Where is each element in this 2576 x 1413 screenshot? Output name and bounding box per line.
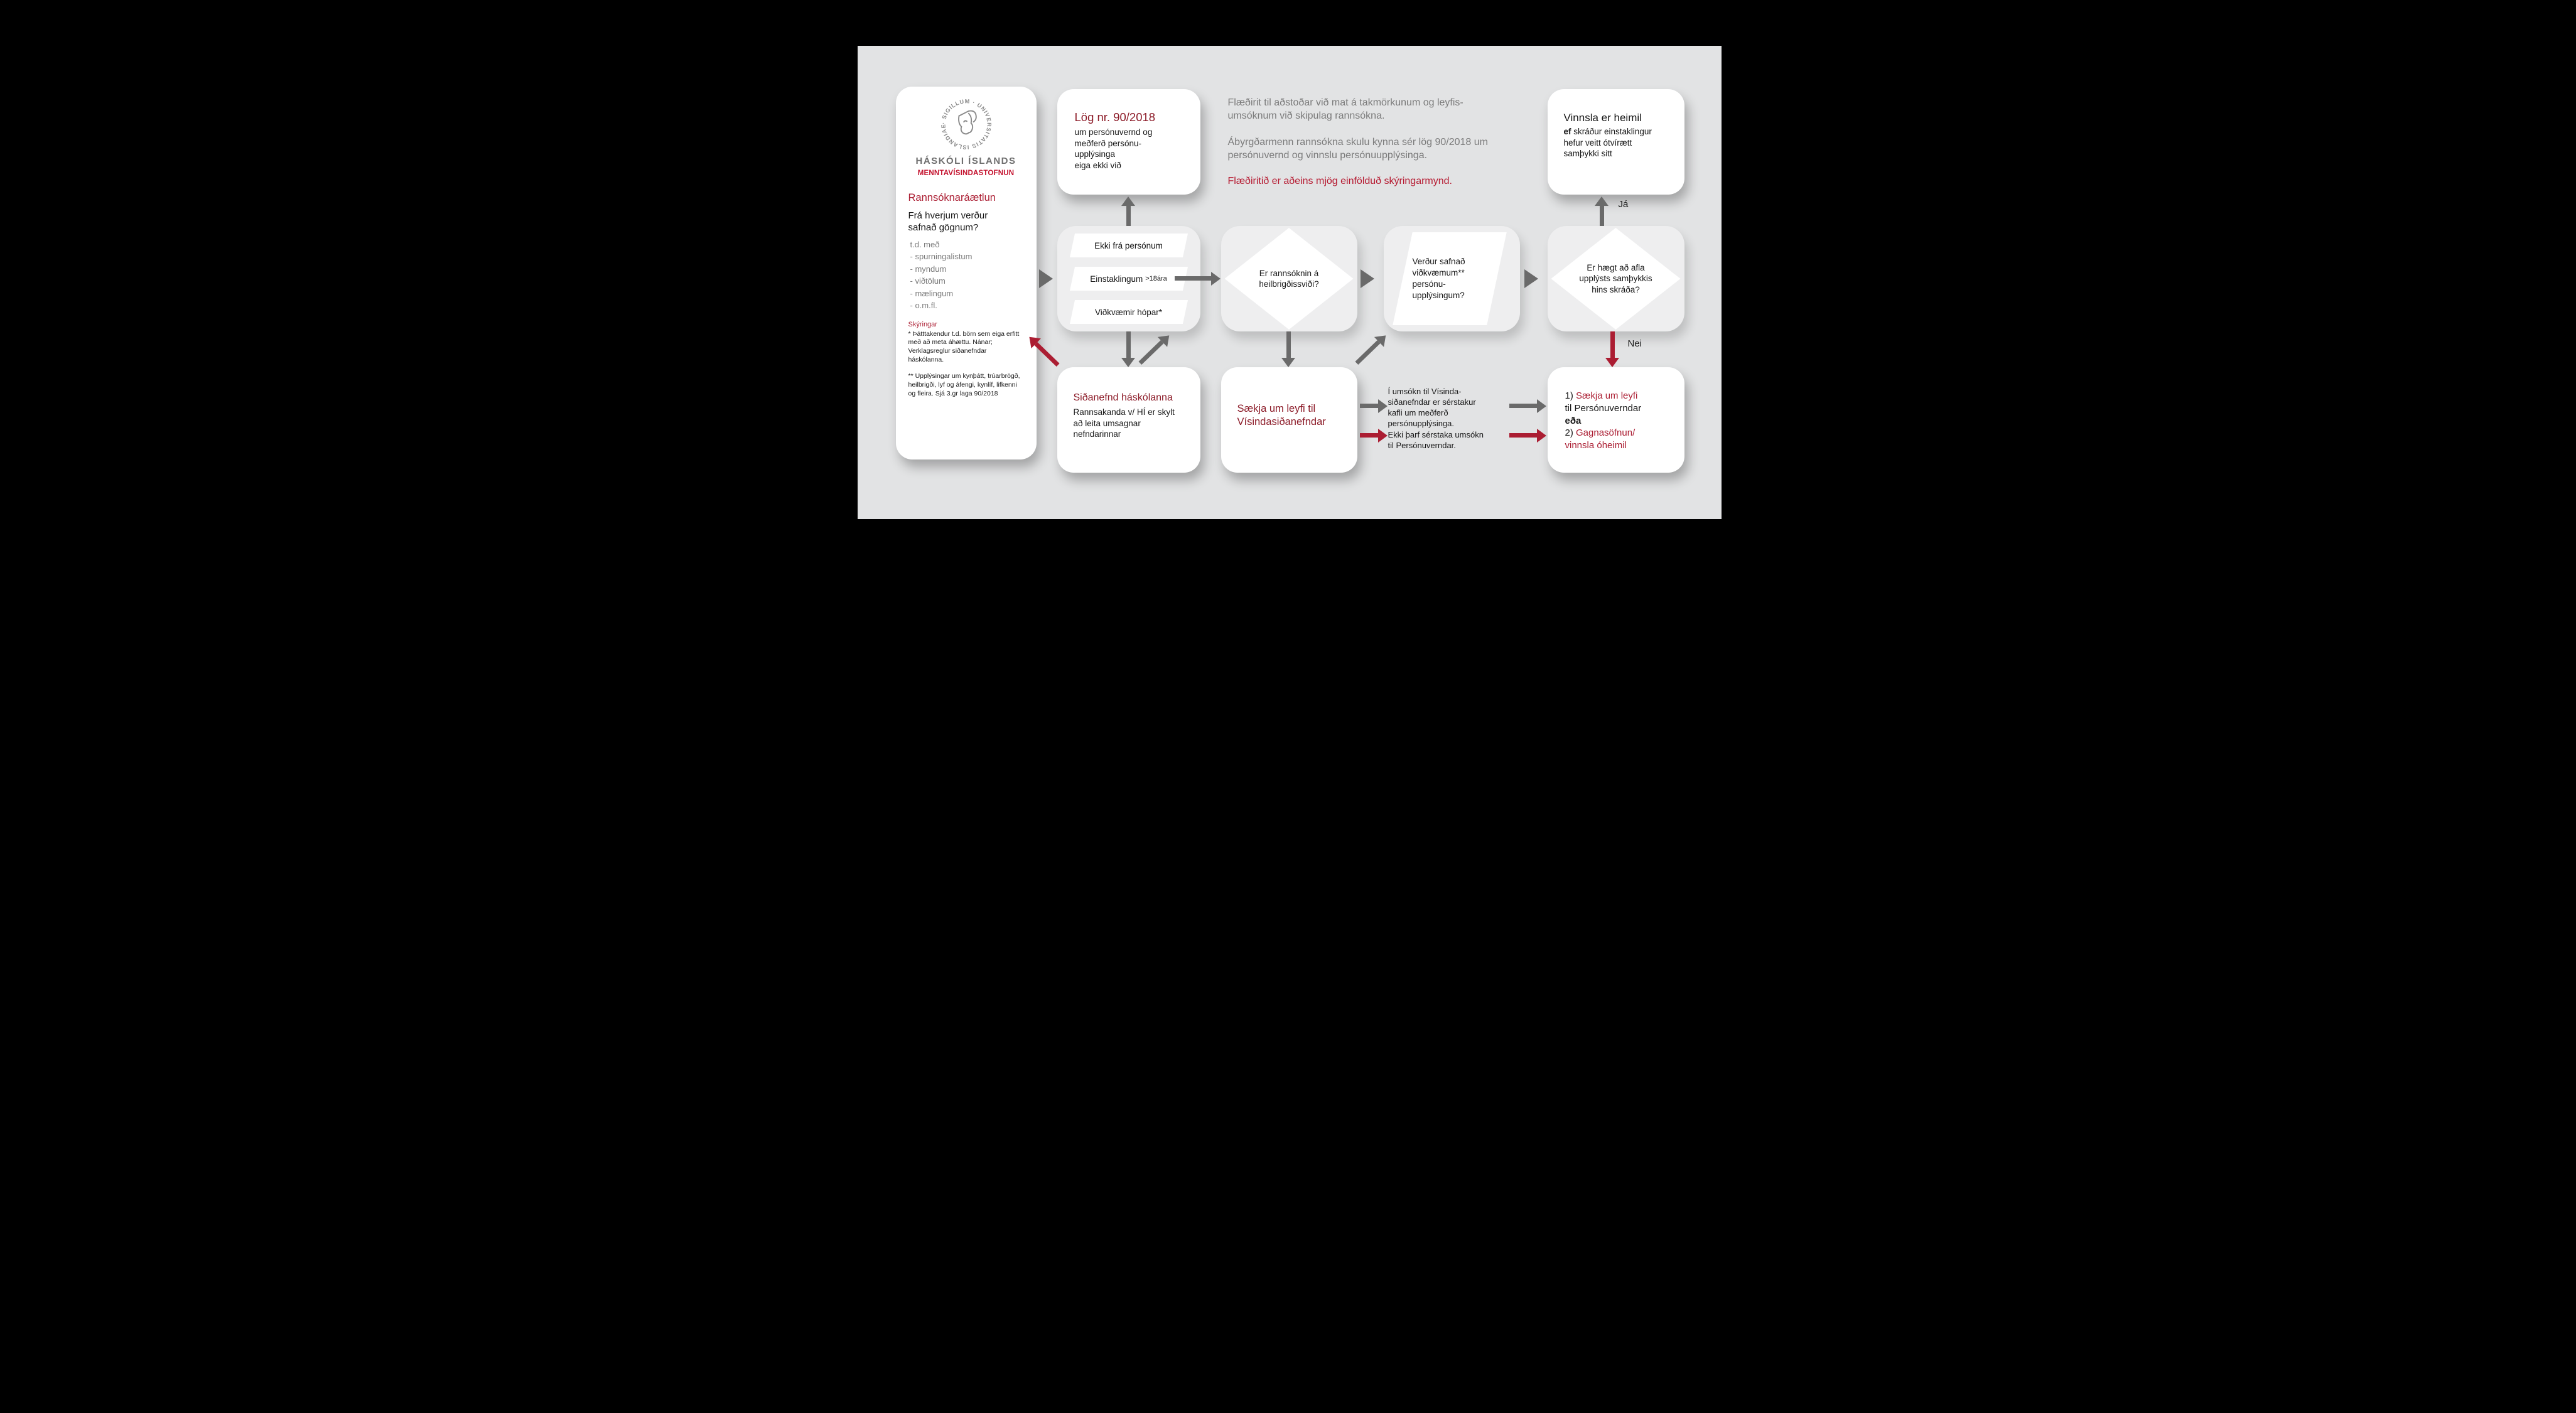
application-note: [1388, 386, 1520, 451]
outcome-line-4: vinnsla óheimil: [1565, 440, 1627, 451]
informed-consent-decision: [1548, 226, 1684, 331]
note-line: persónupplýsinga.: [1388, 419, 1455, 429]
arrow-sources-to-health-icon: [1175, 276, 1211, 281]
bold-ef: ef: [1563, 127, 1571, 136]
parallelogram-shape: [1403, 232, 1497, 325]
note-line: kafli um meðferð: [1388, 408, 1448, 418]
outcome-collection: Gagnasöfnun/: [1576, 427, 1636, 439]
law-box-line: eiga ekki við: [1074, 160, 1121, 170]
source-option-label: Ekki frá persónum: [1094, 240, 1163, 250]
footnote-2: ** Upplýsingar um kynþátt, trúarbrögð, heilbrigði, lyf og áfengi, kynlíf, lifkenni og fleira. Sjá 3.gr laga 90/2018: [908, 372, 1020, 397]
ethics-committee-title: Siðanefnd háskólanna: [1073, 392, 1173, 403]
adults-label: Einstaklingum: [1090, 274, 1143, 284]
health-field-question: [1221, 226, 1357, 331]
question-line: Er hægt að afla: [1587, 263, 1645, 273]
source-option-not-from-persons: [1072, 234, 1185, 257]
arrow-ethics-to-panel-icon: [1034, 342, 1059, 367]
arrow-sources-to-ethics-icon: [1126, 331, 1131, 358]
age-qualifier: >18ára: [1145, 275, 1167, 282]
arrow-note-to-outcome-gray-icon: [1509, 404, 1537, 408]
institute-name: MENNTAVÍSINDASTOFNUN: [917, 169, 1015, 177]
note-line: til Persónuverndar.: [1388, 440, 1456, 450]
note-line: Í umsókn til Vísinda-: [1388, 387, 1462, 396]
arrow-ethics-to-health-icon: [1138, 340, 1163, 365]
footnote-1: * Þátttakendur t.d. börn sem eiga erfitt með að meta áhættu. Nánar; Verklagsreglur siðanefndar háskólanna.: [908, 330, 1020, 364]
list-item: - viðtölum: [910, 276, 946, 286]
panel-question: Frá hverjum verður safnað gögnum?: [908, 210, 988, 233]
university-ethics-committee-box: [1057, 367, 1200, 473]
outcome-box: [1548, 367, 1684, 473]
label-no: Nei: [1627, 338, 1642, 349]
list-item: - o.m.fl.: [910, 301, 937, 310]
arrow-consent-no-icon: [1610, 331, 1615, 358]
athena-profile-glyph: [959, 111, 976, 134]
arrow-apply-to-sensitive-icon: [1355, 340, 1380, 365]
question-line: persónu-: [1412, 279, 1446, 289]
outcome-number: 2): [1565, 427, 1576, 439]
intro-text-block: [1228, 96, 1502, 200]
intro-paragraph-3: Flæðiritið er aðeins mjög einfölduð skýringarmynd.: [1227, 176, 1452, 187]
intro-paragraph-2: Ábyrgðarmenn rannsókna skulu kynna sér lög 90/2018 um persónuvernd og vinnslu persónuupplýsinga.: [1227, 136, 1488, 161]
arrow-apply-to-note-gray-icon: [1360, 404, 1378, 408]
apply-science-ethics-box: [1221, 367, 1357, 473]
slide-background: [858, 46, 1722, 519]
outcome-line-2: til Persónuverndar: [1565, 402, 1642, 414]
law-box-title: Lög nr. 90/2018: [1074, 110, 1156, 124]
source-option-adults: [1072, 267, 1185, 291]
question-line: upplýsingum?: [1412, 290, 1465, 300]
outcome-number: 1): [1565, 390, 1576, 401]
list-item: - spurningalistum: [910, 252, 973, 261]
intro-paragraph-1: Flæðirit til aðstoðar við mat á takmörkunum og leyfis-umsóknum við skipulag rannsókna.: [1227, 97, 1463, 122]
source-option-label: Viðkvæmir hópar*: [1094, 307, 1163, 317]
arrow-consent-yes-icon: [1600, 205, 1604, 226]
notes-heading: Skýringar: [908, 320, 937, 328]
source-option-label: [1072, 267, 1185, 291]
list-item: - mælingum: [910, 288, 954, 298]
source-option-vulnerable-groups: [1072, 300, 1185, 324]
sensitive-data-step: [1384, 226, 1520, 331]
note-line: Ekki þarf sérstaka umsókn: [1388, 429, 1484, 439]
sensitive-data-question: [1413, 232, 1497, 325]
law-box-line: meðferð persónu-: [1074, 138, 1142, 148]
list-item: - myndum: [910, 264, 947, 274]
processing-permitted-box: [1548, 89, 1684, 195]
research-plan-panel: [896, 87, 1037, 459]
question-line: viðkvæmum**: [1412, 268, 1465, 278]
flowchart-slide: [773, 0, 1803, 565]
apply-science-ethics-title: Sækja um leyfi til Vísindasiðanefndar: [1237, 403, 1326, 428]
svg-text:· SIGILLUM · UNIVERSITATIS ISL: [940, 98, 992, 150]
informed-consent-question: [1548, 226, 1684, 331]
law-90-2018-box: [1057, 89, 1200, 195]
arrow-health-to-sensitive-icon: [1361, 269, 1374, 288]
note-line: siðanefndar er sérstakur: [1388, 397, 1476, 407]
processing-permitted-body: [1564, 126, 1664, 159]
arrow-sources-to-law-icon: [1126, 205, 1131, 226]
university-seal-icon: [937, 95, 995, 153]
law-box-line: um persónuvernd og: [1074, 127, 1153, 137]
law-box-line: upplýsinga: [1074, 149, 1116, 159]
question-line: Verður safnað: [1412, 257, 1465, 267]
question-line: upplýsts samþykkis: [1579, 274, 1652, 284]
arrow-sensitive-to-consent-icon: [1524, 269, 1538, 288]
ethics-committee-body: Rannsakanda v/ HÍ er skylt að leita umsagnar nefndarinnar: [1073, 407, 1175, 439]
arrow-panel-to-sources-icon: [1039, 269, 1053, 288]
arrow-health-to-apply-icon: [1286, 331, 1291, 358]
outcome-apply-permit: Sækja um leyfi: [1576, 390, 1638, 401]
seal-ring-text: · SIGILLUM · UNIVERSITATIS ISLANDIAE: [939, 98, 993, 151]
university-name: HÁSKÓLI ÍSLANDS: [915, 156, 1016, 166]
panel-list-intro: t.d. með: [910, 239, 940, 249]
outcome-line-3: [1565, 427, 1684, 439]
health-field-question-text: Er rannsóknin á heilbrigðissviði?: [1259, 268, 1319, 289]
health-field-decision: [1221, 226, 1357, 331]
outcome-or: eða: [1565, 415, 1582, 426]
label-yes: Já: [1618, 199, 1629, 210]
processing-permitted-rest: skráður einstaklingur hefur veitt ótvírætt samþykki sitt: [1563, 127, 1652, 159]
outcome-line-1: [1565, 390, 1684, 402]
arrow-note-to-outcome-red-icon: [1509, 433, 1537, 438]
processing-permitted-title: Vinnsla er heimil: [1563, 112, 1642, 124]
arrow-apply-to-note-red-icon: [1360, 433, 1378, 438]
question-line: hins skráða?: [1592, 284, 1640, 294]
panel-heading: Rannsóknaráætlun: [908, 192, 996, 203]
